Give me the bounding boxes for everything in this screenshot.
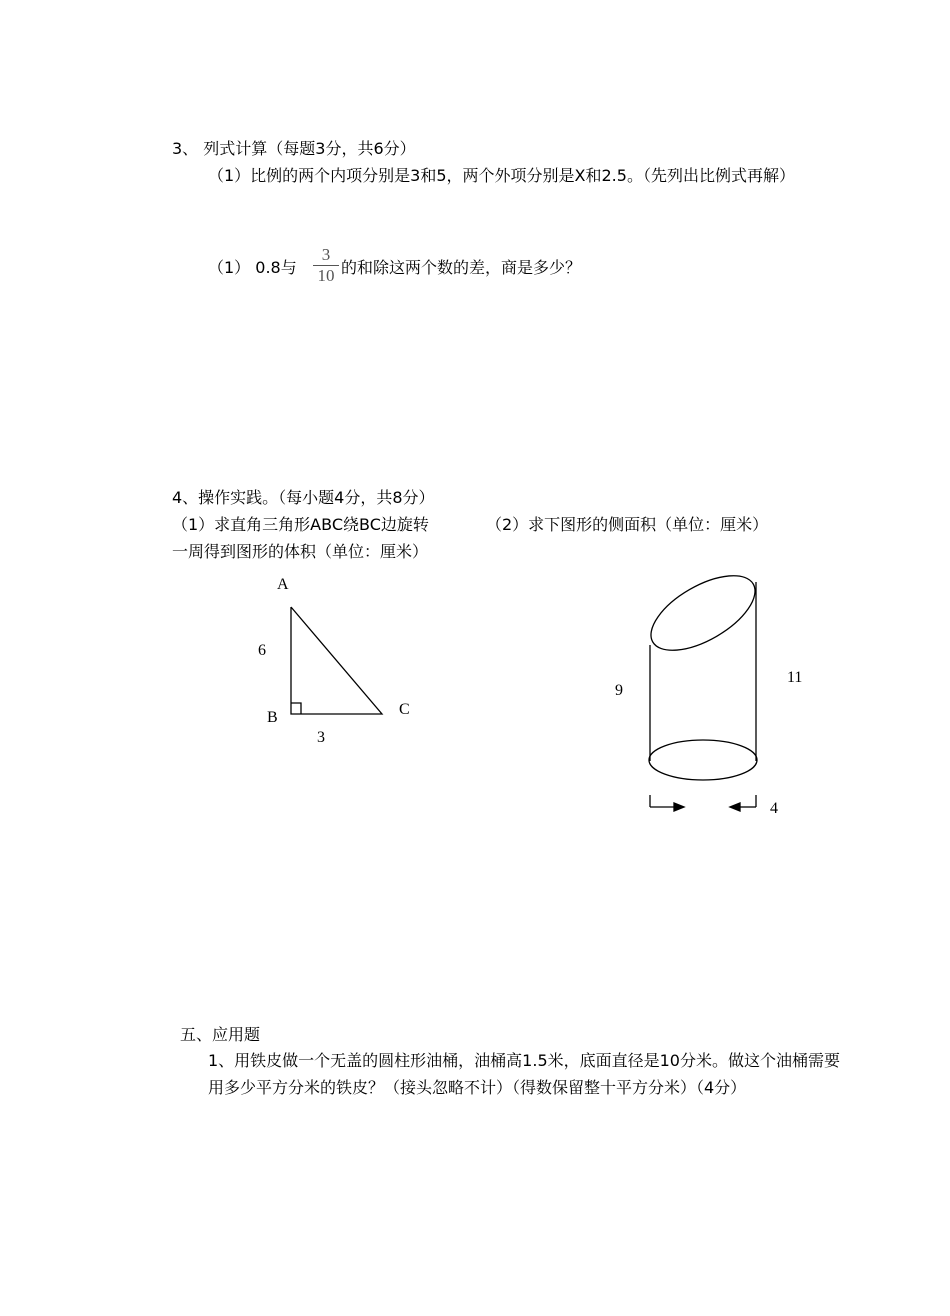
cylinder-diameter-label: 4 bbox=[770, 800, 778, 817]
question-5-1-line1: 1、用铁皮做一个无盖的圆柱形油桶，油桶高1.5米，底面直径是10分米。做这个油桶需要 bbox=[208, 1051, 840, 1070]
question-4-1-line2: 一周得到图形的体积（单位：厘米） bbox=[172, 542, 429, 561]
side-ab-label: 6 bbox=[258, 642, 266, 659]
question-3-2-suffix: 的和除这两个数的差，商是多少？ bbox=[341, 258, 582, 277]
arrow-left-icon bbox=[730, 803, 740, 811]
cylinder-bottom-ellipse bbox=[649, 740, 757, 780]
arrow-right-icon bbox=[674, 803, 684, 811]
cylinder-left-height-label: 9 bbox=[615, 682, 623, 699]
question-4-2: （2）求下图形的侧面积（单位：厘米） bbox=[486, 515, 769, 534]
question-3-2-prefix: （1） 0.8与 bbox=[208, 258, 297, 277]
cylinder-top-ellipse bbox=[639, 561, 766, 666]
question-4-1-line1: （1）求直角三角形ABC绕BC边旋转 bbox=[172, 515, 429, 534]
question-5-1-line2: 用多少平方分米的铁皮？（接头忽略不计）（得数保留整十平方分米）（4分） bbox=[208, 1078, 747, 1097]
cylinder-right-height-label: 11 bbox=[787, 669, 803, 686]
section-4-title: 4、操作实践。（每小题4分，共8分） bbox=[172, 488, 435, 507]
vertex-c-label: C bbox=[399, 701, 410, 718]
section-3-title: 3、 列式计算（每题3分，共6分） bbox=[172, 139, 416, 158]
vertex-b-label: B bbox=[267, 709, 278, 726]
diameter-arrows bbox=[650, 795, 756, 811]
question-3-1: （1）比例的两个内项分别是3和5，两个外项分别是X和2.5。（先列出比例式再解） bbox=[208, 166, 795, 185]
vertex-a-label: A bbox=[277, 576, 289, 593]
slanted-cylinder bbox=[639, 561, 766, 780]
side-bc-label: 3 bbox=[317, 729, 325, 746]
fraction-denominator: 10 bbox=[317, 266, 335, 285]
section-5-title: 五、应用题 bbox=[180, 1025, 261, 1044]
fraction-numerator: 3 bbox=[321, 245, 331, 264]
right-angle-marker bbox=[291, 703, 301, 714]
right-triangle bbox=[291, 607, 382, 714]
